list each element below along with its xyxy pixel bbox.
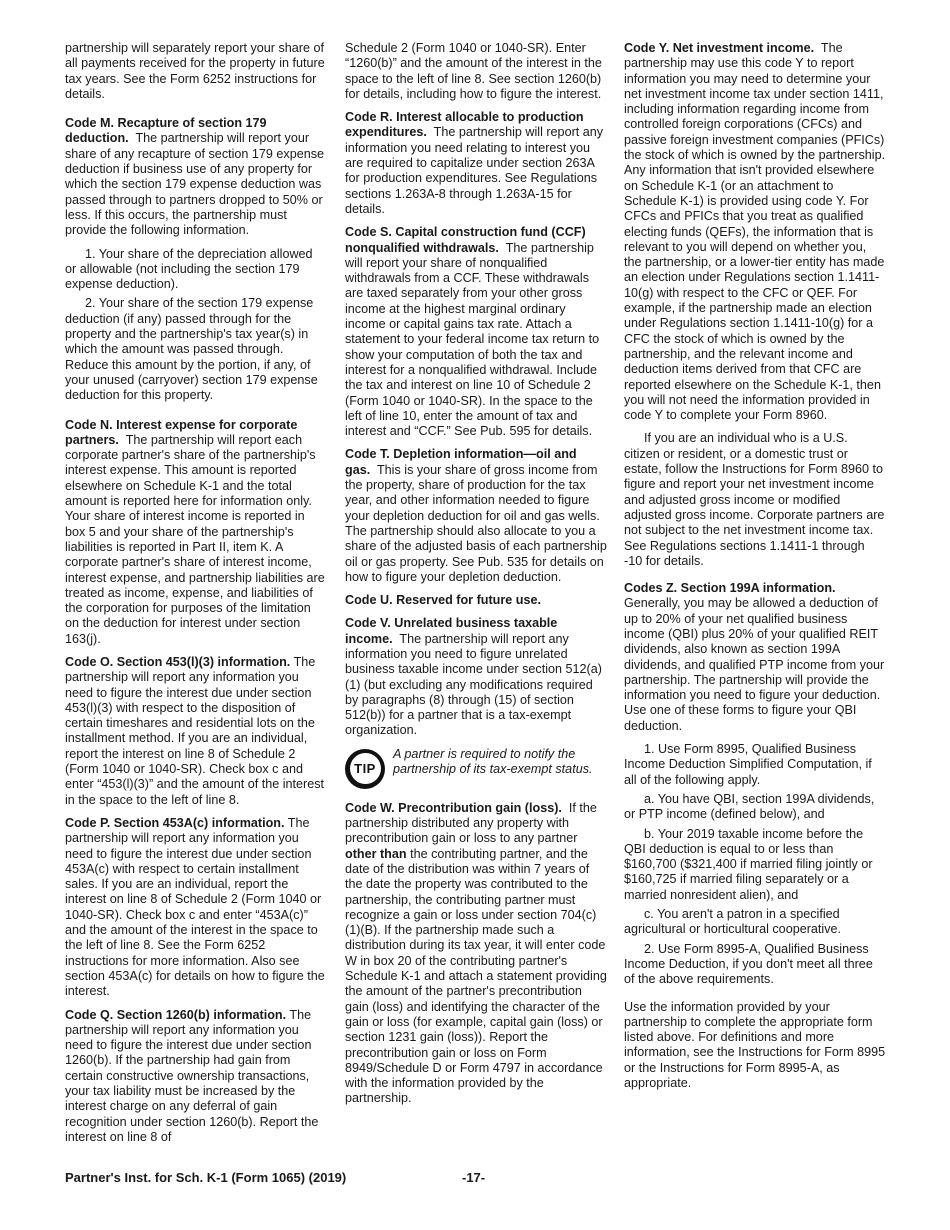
- list-item: 1. Use Form 8995, Qualified Business Income Deduction Simplified Computation, if all of the following apply.: [624, 742, 872, 787]
- list-item: c. You aren't a patron in a specified agricultural or horticultural cooperative.: [624, 907, 841, 937]
- code-n-heading: Code N. Interest expense for corporate partners.: [65, 417, 298, 447]
- code-p-section: [65, 816, 327, 1000]
- list-item: b. Your 2019 taxable income before the QBI deduction is equal to or less than $160,700 ($321,400 if married filing jointly or $160,725 if married filing separately or a married nonresident alien), and: [624, 826, 873, 902]
- code-t-section: [345, 447, 607, 585]
- code-z-heading: Codes Z. Section 199A information.: [624, 581, 836, 596]
- code-y-heading: Code Y. Net investment income.: [624, 41, 815, 55]
- code-z-body: Generally, you may be allowed a deduction of up to 20% of your net qualified business income (QBI) plus 20% of your qualified REIT dividends, also known as section 199A dividends, and qualified PTP income from your partnership. The partnership will provide the information you need to figure your deduction. Use one of these forms to figure your QBI deduction.: [624, 596, 885, 733]
- code-t-body: This is your share of gross income from the property, share of production for the tax year, and other information needed to figure your depletion deduction for oil and gas wells. The partnership should also allocate to you a share of the adjusted basis of each partnership oil or gas property. See Pub. 535 for details on how to figure your depletion deduction.: [345, 462, 607, 584]
- tip-callout: [345, 747, 607, 789]
- code-q-section: [65, 1008, 327, 1146]
- code-o-section: [65, 655, 327, 808]
- code-z-section: [624, 581, 886, 734]
- code-m-body: The partnership will report your share of any recapture of section 179 expense deduction if business use of any property for which the section 179 expense deduction was passed through to partners dropped to 50% or less. If this occurs, the partnership must provide the following information.: [65, 131, 325, 238]
- code-p-body: The partnership will report any information you need to figure the interest due under section 453A(c) with respect to certain installment sales. If you are an individual, report the interest on line 8 of Schedule 2 (Form 1040 or 1040-SR). Check box c and enter “453A(c)” and the amount of the interest in the space to the left of line 8. See the Form 6252 instructions for more information. Also see section 453A(c) for details on how to figure the interest.: [65, 815, 325, 999]
- column-middle: [345, 41, 607, 1115]
- code-q-heading: Code Q. Section 1260(b) information.: [65, 1007, 287, 1022]
- code-n-section: [65, 418, 327, 647]
- code-w-section: [345, 801, 607, 1107]
- code-u-section: [345, 593, 607, 608]
- code-o-body: The partnership will report any information you need to figure the interest due under section 453(l)(3) with respect to the disposition of certain timeshares and residential lots on the installment method. If you are an individual, report the interest on line 8 of Schedule 2 (Form 1040 or 1040-SR). Check box c and enter “453(l)(3)” and the amount of the interest in the space to the left of line 8.: [65, 654, 325, 807]
- list-item: 2. Use Form 8995-A, Qualified Business Income Deduction, if you don't meet all three of the above requirements.: [624, 941, 873, 987]
- code-u-heading: Code U. Reserved for future use.: [345, 593, 541, 608]
- column-right: [624, 41, 886, 1099]
- footer-title: Partner's Inst. for Sch. K-1 (Form 1065) (2019): [65, 1170, 347, 1185]
- code-m-section: [65, 116, 327, 238]
- code-r-heading: Code R. Interest allocable to production expenditures.: [345, 110, 584, 140]
- column-left: [65, 41, 327, 1153]
- code-w-heading: Code W. Precontribution gain (loss).: [345, 800, 562, 815]
- code-w-body: If the partnership distributed any property with precontribution gain or loss to any partner: [345, 800, 597, 846]
- paragraph: If you are an individual who is a U.S. citizen or resident, or a domestic trust or estate, follow the Instructions for Form 8960 to figure and report your net investment income and adjusted gross income or modified adjusted gross income. Corporate partners are not subject to the net investment income tax. See Regulations sections 1.1411-1 through -10 for details.: [624, 431, 885, 568]
- list-item: a. You have QBI, section 199A dividends, or PTP income (defined below), and: [624, 791, 875, 822]
- code-v-body: The partnership will report any information you need to figure unrelated business taxable income under section 512(a)(1) (but excluding any modifications required by paragraphs (8) through (15) of section 512(b)) for a partner that is a tax-exempt organization.: [345, 631, 602, 738]
- code-s-section: [345, 225, 607, 439]
- tip-text: A partner is required to notify the partnership of its tax-exempt status.: [393, 746, 593, 777]
- list-item: 2. Your share of the section 179 expense deduction (if any) passed through for the property and the partnership's tax year(s) in which the amount was passed through. Reduce this amount by the portion, if any, of your unused (carryover) section 179 expense deduction for this property.: [65, 296, 318, 403]
- paragraph: Use the information provided by your partnership to complete the appropriate form listed above. For definitions and more information, see the Instructions for Form 8995 or the Instructions for Form 8995-A, as appropriate.: [624, 999, 886, 1090]
- paragraph: Schedule 2 (Form 1040 or 1040-SR). Enter “1260(b)” and the amount of the interest in the space to the left of line 8. See section 1260(b) for details, including how to figure the interest.: [345, 41, 602, 101]
- code-r-section: [345, 110, 607, 217]
- code-y-section: [624, 41, 886, 423]
- code-w-body-cont: the contributing partner, and the date of the distribution was within 7 years of the date the property was contributed to the partnership, the contributing partner must recognize a gain or loss under section 704(c)(1)(B). If the partnership made such a distribution during its tax year, it will enter code W in box 20 of the contributing partner's Schedule K-1 and attach a statement providing the amount of the partner's precontribution gain (loss) and identifying the character of the gain or loss (for example, capital gain (loss) or section 1231 gain (loss)). Report the precontribution gain or loss on Form 8949/Schedule D or Form 4797 in accordance with the information provided by the partnership.: [345, 846, 607, 1106]
- code-t-heading: Code T. Depletion information—oil and gas.: [345, 447, 577, 477]
- tip-label: TIP: [350, 753, 381, 784]
- code-y-body: The partnership may use this code Y to report information you may need to determine your net investment income tax under section 1411, including information regarding income from controlled foreign corporations (CFCs) and passive foreign investment companies (PFICs) the stock of which is owned by the partnership. Any information that isn't provided elsewhere on Schedule K-1 (or an attachment to Schedule K-1) is provided using code Y. For CFCs and PFICs that you treat as qualified electing funds (QEFs), the information that is relevant to you will depend on whether you, the partnership, or a lower-tier entity has made an election under Regulations section 1.1411-10(g) with respect to the CFC or QEF. For example, if the partnership made an election under Regulations section 1.1411-10(g) for a CFC the stock of which is owned by the partnership, and the relevant income and deduction items derived from that CFC are reported elsewhere on the Schedule K-1, then you will not need the information provided in code Y to complete your Form 8960.: [624, 41, 886, 423]
- code-o-heading: Code O. Section 453(l)(3) information.: [65, 654, 291, 669]
- code-s-heading: Code S. Capital construction fund (CCF) nonqualified withdrawals.: [345, 225, 586, 255]
- list-item: 1. Your share of the depreciation allowed or allowable (not including the section 179 expense deduction).: [65, 246, 313, 292]
- code-m-heading: Code M. Recapture of section 179 deduction.: [65, 116, 267, 146]
- code-w-emphasis: other than: [345, 846, 407, 861]
- code-q-body: The partnership will report any information you need to figure the interest due under section 1260(b). If the partnership had gain from certain constructive ownership transactions, your tax liability must be increased by the interest charge on any deferral of gain recognition under section 1260(b). Report the interest on line 8 of: [65, 1007, 319, 1144]
- code-n-body: The partnership will report each corporate partner's share of the partnership's interest expense. This amount is reported elsewhere on Schedule K-1 and the total amount is reported here for information only. Your share of interest income is reported in box 5 and your share of the partnership's liabilities is reported in Part II, item K. A corporate partner's share of interest income, interest expense, and partnership liabilities are treated as income, expense, and liabilities of the corporation for purposes of the limitation on the deduction for interest under section 163(j).: [65, 432, 325, 646]
- page-number: -17-: [462, 1170, 486, 1185]
- code-r-body: The partnership will report any information you need relating to interest you are required to capitalize under section 263A for production expenditures. See Regulations sections 1.263A-8 through 1.263A-15 for details.: [345, 125, 604, 216]
- paragraph: partnership will separately report your share of all payments received for the property in future tax years. See the Form 6252 instructions for details.: [65, 41, 325, 101]
- tip-icon: [345, 749, 385, 789]
- code-v-heading: Code V. Unrelated business taxable income.: [345, 616, 558, 646]
- code-p-heading: Code P. Section 453A(c) information.: [65, 815, 285, 830]
- code-s-body: The partnership will report your share of nonqualified withdrawals from a CCF. These withdrawals are taxed separately from your other gross income at the highest marginal ordinary income or capital gains tax rate. Attach a statement to your federal income tax return to show your computation of both the tax and interest for a nonqualified withdrawal. Include the tax and interest on line 10 of Schedule 2 (Form 1040 or 1040-SR). In the space to the left of line 10, enter the amount of tax and interest and “CCF.” See Pub. 595 for details.: [345, 240, 600, 439]
- code-v-section: [345, 616, 607, 738]
